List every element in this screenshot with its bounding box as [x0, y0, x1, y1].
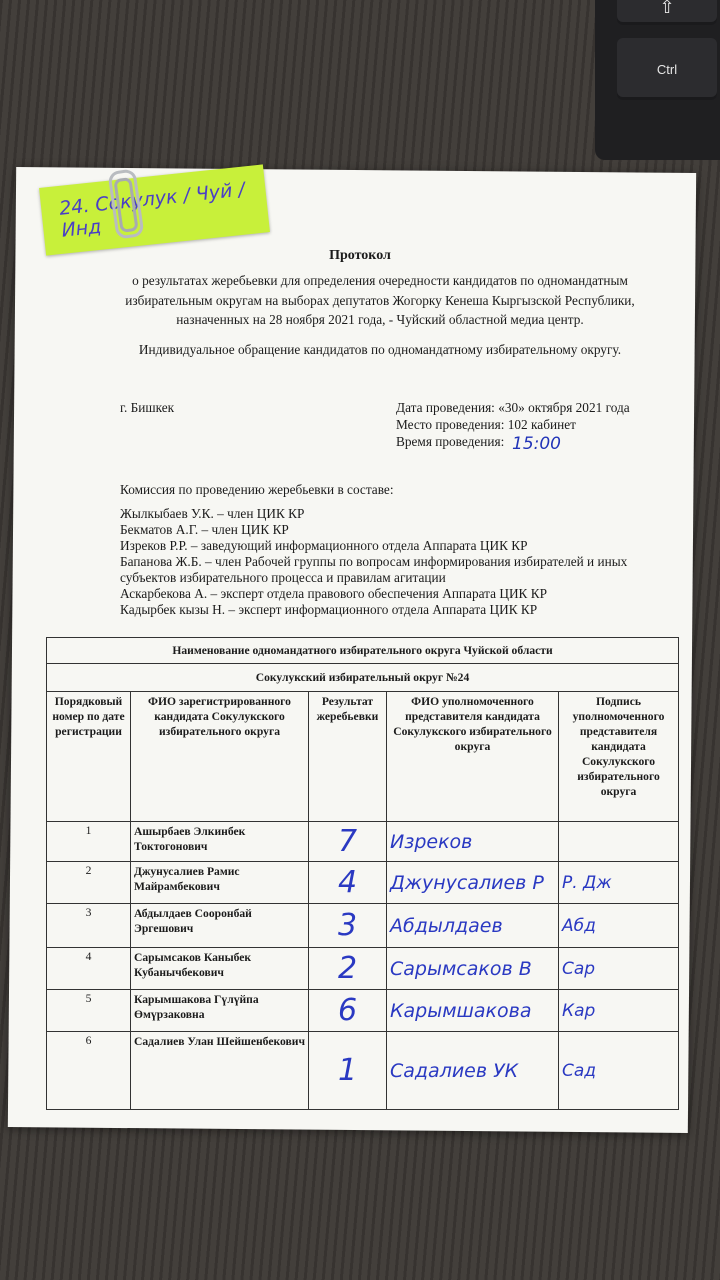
draw-result: 3 [309, 904, 387, 948]
region-header: Наименование одномандатного избирательного округа Чуйской области [47, 638, 679, 664]
table-row [47, 904, 679, 948]
member-line: Бекматов А.Г. – член ЦИК КР [120, 522, 289, 537]
subtitle: Индивидуальное обращение кандидатов по одномандатному избирательному округу. [138, 342, 622, 357]
row-number: 5 [47, 990, 131, 1032]
member-line: Изреков Р.Р. – заведующий информационного отдела Аппарата ЦИК КР [120, 538, 528, 553]
representative-name: Карымшакова [387, 990, 559, 1032]
member-line: Бапанова Ж.Б. – член Рабочей группы по вопросам информирования избирателей и иных [120, 554, 628, 569]
column-header: Результат жеребьевки [309, 692, 387, 822]
representative-name: Сарымсаков В [387, 948, 559, 990]
candidate-name: Карымшакова Гүлүйпа Өмүрзаковна [131, 990, 309, 1032]
candidate-name: Ашырбаев Элкинбек Токтогонович [131, 822, 309, 862]
representative-name: Садалиев УК [387, 1032, 559, 1110]
city: г. Бишкек [120, 400, 175, 415]
representative-name: Джунусалиев Р [387, 862, 559, 904]
shift-key: ⇧ [617, 0, 717, 25]
signature: Сад [559, 1032, 679, 1110]
member-line: Кадырбек кызы Н. – эксперт информационного отдела Аппарата ЦИК КР [120, 602, 538, 617]
candidate-name: Джунусалиев Рамис Майрамбекович [131, 862, 309, 904]
signature: Сар [559, 948, 679, 990]
table-row [47, 1032, 679, 1110]
table-row [47, 948, 679, 990]
draw-result: 7 [309, 822, 387, 862]
draw-result: 4 [309, 862, 387, 904]
table-row [47, 862, 679, 904]
column-header: Порядковый номер по дате регистрации [47, 692, 131, 822]
keyboard [595, 0, 720, 160]
row-number: 2 [47, 862, 131, 904]
candidate-name: Абдылдаев Сооронбай Эргешович [131, 904, 309, 948]
member-line: Аскарбекова А. – эксперт отдела правового обеспечения Аппарата ЦИК КР [120, 586, 548, 601]
row-number: 3 [47, 904, 131, 948]
signature [559, 822, 679, 862]
column-header: ФИО зарегистрированного кандидата Сокулукского избирательного округа [131, 692, 309, 822]
member-line: Жылкыбаев У.К. – член ЦИК КР [120, 506, 305, 521]
header-line-1: о результатах жеребьевки для определения очередности кандидатов по одномандатным [132, 273, 628, 288]
candidate-name: Сарымсаков Каныбек Кубанычбекович [131, 948, 309, 990]
draw-result: 1 [309, 1032, 387, 1110]
header-line-2: избирательным округам на выборах депутатов Жогорку Кенеша Кыргызской Республики, [125, 293, 635, 308]
row-number: 4 [47, 948, 131, 990]
draw-result: 2 [309, 948, 387, 990]
time-value: 15:00 [512, 434, 561, 454]
column-header: Подпись уполномоченного представителя кандидата Сокулукского избирательного округа [559, 692, 679, 822]
representative-name: Абдылдаев [387, 904, 559, 948]
signature: Р. Дж [559, 862, 679, 904]
time-label: Время проведения: [396, 434, 505, 449]
header-line-3: назначенных на 28 ноября 2021 года, - Чуйский областной медиа центр. [176, 312, 584, 327]
candidate-name: Садалиев Улан Шейшенбекович [131, 1032, 309, 1110]
commission-intro: Комиссия по проведению жеребьевки в составе: [120, 482, 394, 497]
draw-result: 6 [309, 990, 387, 1032]
signature: Кар [559, 990, 679, 1032]
row-number: 1 [47, 822, 131, 862]
place-line: Место проведения: 102 кабинет [396, 417, 576, 432]
ctrl-key: Ctrl [617, 38, 717, 100]
representative-name: Изреков [387, 822, 559, 862]
row-number: 6 [47, 1032, 131, 1110]
sticky-note: 24. Сокулук / Чуй / Инд [39, 164, 270, 255]
signature: Абд [559, 904, 679, 948]
table-row [47, 822, 679, 862]
results-table [46, 637, 679, 1110]
page-title: Протокол [329, 248, 391, 263]
column-header: ФИО уполномоченного представителя кандидата Сокулукского избирательного округа [387, 692, 559, 822]
table-row [47, 990, 679, 1032]
date-line: Дата проведения: «30» октября 2021 года [396, 400, 630, 415]
district-header: Сокулукский избирательный округ №24 [47, 664, 679, 692]
member-line: субъектов избирательного процесса и правилам агитации [120, 570, 446, 585]
